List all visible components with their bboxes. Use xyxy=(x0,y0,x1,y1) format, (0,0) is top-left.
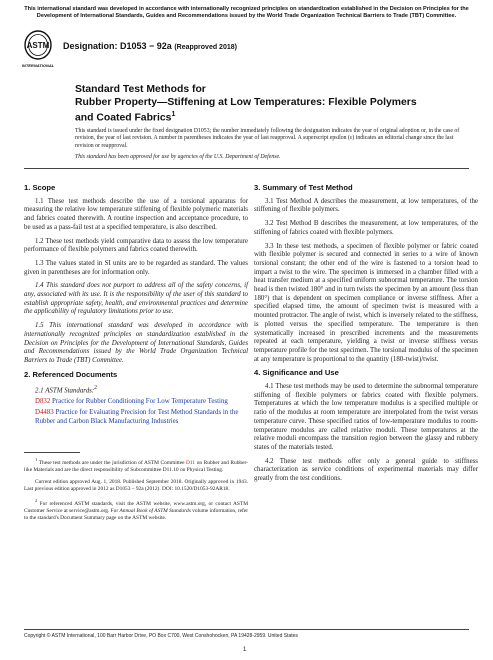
para-3-1: 3.1 Test Method A describes the measurement, at low temperatures, of the stiffening of flexible polymers. xyxy=(254,197,478,214)
referenced-documents-heading: 2. Referenced Documents xyxy=(24,369,118,379)
scope-heading: 1. Scope xyxy=(24,183,56,192)
reference-code-link[interactable]: D4483 xyxy=(35,409,54,417)
para-3-3: 3.3 In these test methods, a specimen of flexible polymer or fabric coated with flexible polymer is secured and connected in series to a wire of known torsional constant; the other end of the wire is fastened to a torsion head to impart a twist to the wire. The specimen is immersed in a chamber filled with a heat transfer medium at a specified uniform subnormal temperature. The torsion head is then twisted 180° and in turn twists the specimen by an amount (less than 180°) that is dependent on specimen compliance or inverse stiffness. After a specified elapsed time, the amount of specimen twist is measured with a mounted protractor. The angle of twist, which is inversely related to the stiffness, is plotted versus the specified temperature. The temperature is then systematically increased in prescribed increments and the measurements repeated at each temperature, yielding a twist or inverse stiffness versus temperature profile for the test specimen. The torsional modulus of the specimen at any temperature is proportional to the quantity (180-twist)/twist. xyxy=(254,242,478,363)
footnote-1: $^1$ These test methods are under the jurisdiction of ASTM Committee D11 on Rubber and Rubber-like Materials and are the direct responsibility of Subcommittee D11.10 on Physical Testing. xyxy=(24,457,248,474)
copyright-line: Copyright © ASTM International, 100 Barr Harbor Drive, PO Box C700, West Conshohocken, PA 19428-2959. United States xyxy=(24,633,298,639)
significance-heading: 4. Significance and Use xyxy=(254,368,339,378)
summary-heading: 3. Summary of Test Method xyxy=(254,183,353,192)
dod-approval: This standard has been approved for use by agencies of the U.S. Department of Defense. xyxy=(75,154,281,160)
para-1-2: 1.2 These test methods yield comparative data to assess the low temperature performance of flexible polymers and fabrics coated therewith. xyxy=(24,237,248,254)
reference-title-link[interactable]: Practice for Evaluating Precision for Test Method Standards in the Rubber and Carbon Black Manufacturing Industries xyxy=(35,409,239,425)
reference-d832[interactable] xyxy=(24,398,248,407)
reference-code-link[interactable]: D832 xyxy=(35,398,51,406)
footnote-divider xyxy=(24,452,80,453)
para-4-1: 4.1 These test methods may be used to determine the subnormal temperature stiffening of flexible polymers or fabrics coated with flexible polymers. Temperatures at which the low temperature modulus is a specified multiple or ratio of the modulus at room temperature are interpolated from the twist versus temperature curve. These specified ratios of low-temperature modulus to room-temperature modulus are called relative moduli. These temperatures at the relative moduli encompass the transition region between the glassy and rubbery states of the materials tested. xyxy=(254,383,478,451)
designation-prefix: Designation: xyxy=(63,41,121,51)
page-number: 1 xyxy=(243,647,247,653)
reference-d4483[interactable] xyxy=(24,409,248,426)
svg-text:ASTM: ASTM xyxy=(26,41,50,50)
development-notice: This international standard was developed in accordance with internationally recognized principles on standardization established in the Decision on Principles for the Development of International Standards, Guides and Recommendations issued by the World Trade Organization Technical Barriers to Trade (TBT) Committee. xyxy=(24,6,469,19)
title-main: Rubber Property—Stiffening at Low Temperatures: Flexible Polymers and Coated Fabrics xyxy=(75,96,417,124)
designation-note: This standard is issued under the fixed designation D1053; the number immediately following the designation indicates the year of original adoption or, in the case of revision, the year of last revision. A number in parentheses indicates the year of last reapproval. A superscript epsilon (ε) indicates an editorial change since the last revision or reapproval. xyxy=(75,128,460,149)
designation-code: D1053 − 92a xyxy=(120,41,172,51)
title-line-1: Standard Test Methods for xyxy=(75,84,206,95)
title-line-2 xyxy=(75,97,435,125)
reapproved-year: (Reapproved 2018) xyxy=(174,44,237,51)
para-1-1: 1.1 These test methods describe the use of a torsional apparatus for measuring the relative low temperature stiffening of flexible polymeric materials and fabrics coated therewith. A routine inspection and acceptance procedure, to be used as a pass-fail test at a specified temperature, is also described. xyxy=(24,197,248,231)
para-3-2: 3.2 Test Method B describes the measurement, at low temperatures, of the stiffening of fabrics coated with flexible polymers. xyxy=(254,220,478,236)
svg-text:INTERNATIONAL: INTERNATIONAL xyxy=(22,63,54,68)
title-footnote-ref: 1 xyxy=(171,111,176,118)
footer-divider xyxy=(24,629,469,630)
left-column xyxy=(24,180,248,526)
footnote-2: $^2$ For referenced ASTM standards, visit the ASTM website, www.astm.org, or contact ASTM Customer Service at service@astm.org. For Annual Book of ASTM Standards volume information, refer to the standard's Document Summary page on the ASTM website. xyxy=(24,497,249,521)
para-4-2: 4.2 These test methods offer only a general guide to stiffness characterization as service conditions of experimental materials may differ greatly from the test conditions. xyxy=(254,457,478,483)
para-1-4: 1.4 This standard does not purport to address all of the safety concerns, if any, associated with its use. It is the responsibility of the user of this standard to establish appropriate safety, health, and environmental practices and determine the applicability of regulatory limitations prior to use. xyxy=(24,282,248,316)
para-1-3: 1.3 The values stated in SI units are to be regarded as standard. The values given in parentheses are for information only. xyxy=(24,259,248,276)
reference-title-link[interactable]: Practice for Rubber Conditioning For Low Temperature Testing xyxy=(50,398,228,406)
right-column xyxy=(254,180,478,489)
header-divider xyxy=(24,168,469,169)
footnote-1-edition: Current edition approved Aug. 1, 2018. Published September 2018. Originally approved in 1943. Last previous edition approved in 2012 as D1053 – 92a (2012). DOI: 10.1520/D1053-92AR18. xyxy=(24,479,248,492)
para-1-5: 1.5 This international standard was developed in accordance with internationally recognized principles on standardization established in the Decision on Principles for the Development of International Standards, Guides and Recommendations issued by the World Trade Organization Technical Barriers to Trade (TBT) Committee. xyxy=(24,322,248,364)
designation xyxy=(63,41,237,51)
astm-logo xyxy=(22,28,54,70)
committee-link[interactable]: D11 xyxy=(186,460,196,467)
document-title xyxy=(75,84,435,125)
astm-standards-label: 2.1 ASTM Standards:$^2$ xyxy=(35,385,98,395)
